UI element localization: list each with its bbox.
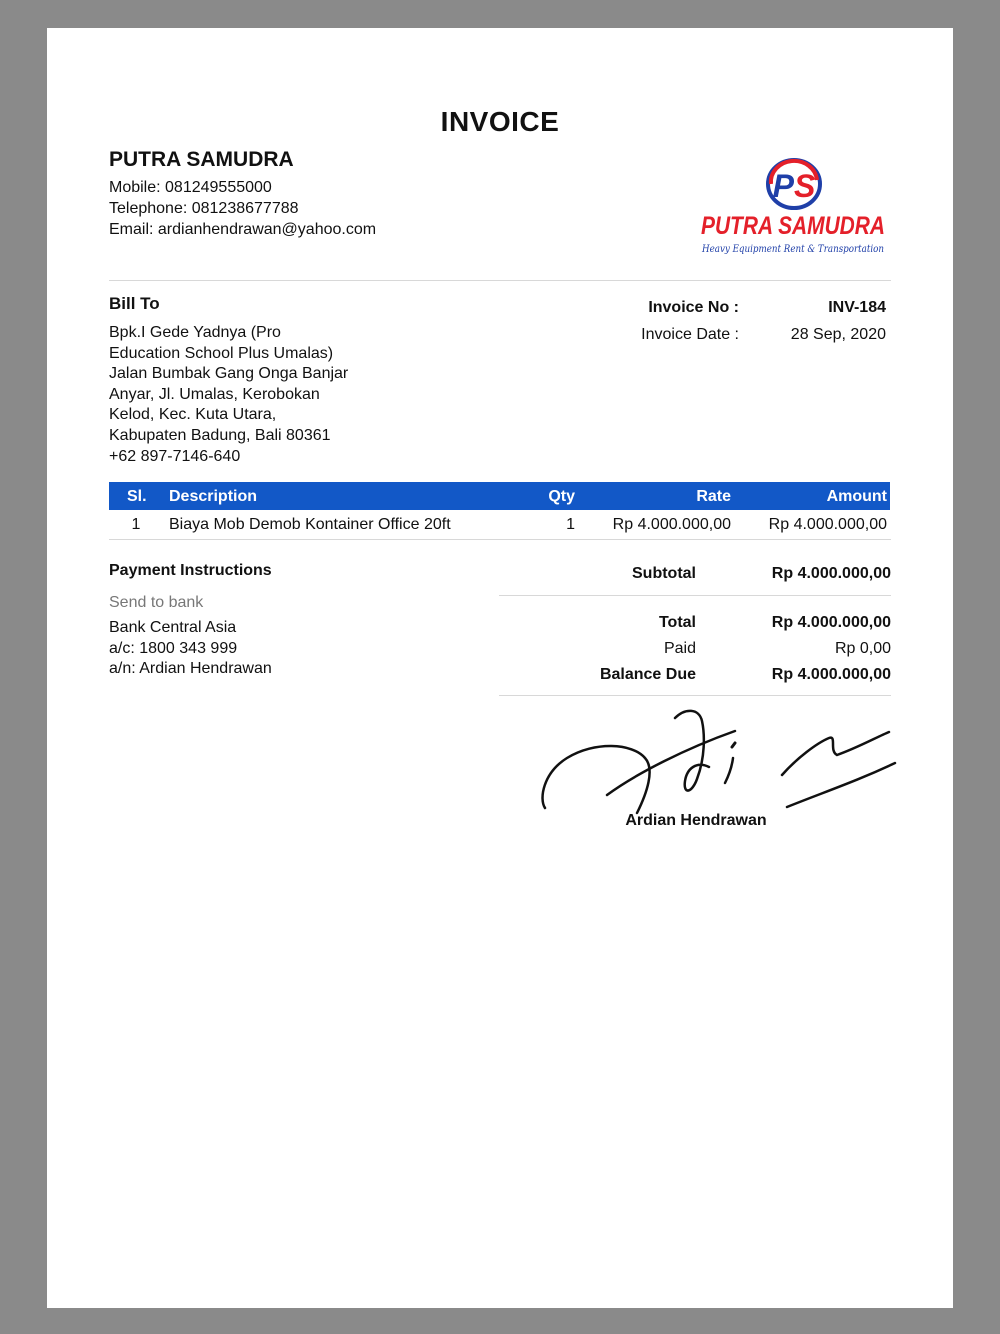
bill-to-address [109,323,348,467]
invoice-date-label: Invoice Date : [641,326,739,343]
subtotal-divider [499,595,891,596]
bill-to-phone: +62 897-7146-640 [109,447,241,465]
invoice-date: 28 Sep, 2020 [790,326,886,343]
column-header-description: Description [169,488,258,505]
column-header-rate: Rate [696,488,731,505]
item-qty: 1 [566,516,575,533]
bill-to-line: Education School Plus Umalas) [109,344,334,362]
signature-image [537,703,897,818]
svg-text:Heavy Equipment Rent & Transpo: Heavy Equipment Rent & Transportation [701,244,884,255]
bill-to-line: Bpk.I Gede Yadnya (Pro [109,324,281,341]
totals-divider [499,695,891,696]
svg-text:PS: PS [772,168,816,204]
bill-to-line: Kelod, Kec. Kuta Utara, [109,406,277,424]
items-table-header [109,482,890,510]
column-header-amount: Amount [826,488,887,505]
subtotal-value: Rp 4.000.000,00 [771,565,891,582]
bill-to-line: Anyar, Jl. Umalas, Kerobokan [109,385,320,403]
invoice-title: INVOICE [440,106,560,137]
balance-due-value: Rp 4.000.000,00 [771,666,891,683]
paid-value: Rp 0,00 [834,640,891,657]
company-logo [695,154,891,262]
bank-name: Bank Central Asia [109,619,237,636]
item-amount: Rp 4.000.000,00 [768,516,887,533]
total-label: Total [658,614,696,631]
column-header-sl: Sl. [127,488,147,505]
svg-text:PUTRA SAMUDRA: PUTRA SAMUDRA [701,212,885,240]
item-rate: Rp 4.000.000,00 [612,516,731,533]
account-name: a/n: Ardian Hendrawan [109,660,272,678]
balance-due-label: Balance Due [599,666,696,683]
company-telephone: Telephone: 081238677788 [109,200,299,217]
total-value: Rp 4.000.000,00 [771,614,891,631]
invoice-page [47,28,953,1308]
table-row-divider [109,539,891,540]
bill-to-heading: Bill To [109,294,160,313]
item-description: Biaya Mob Demob Kontainer Office 20ft [169,516,451,533]
company-email: Email: ardianhendrawan@yahoo.com [109,221,377,238]
invoice-number-label: Invoice No : [648,299,739,316]
company-mobile: Mobile: 081249555000 [109,179,272,196]
paid-label: Paid [663,640,696,657]
payment-subheading: Send to bank [109,594,204,611]
payment-details [109,618,272,680]
item-sl: 1 [131,516,141,533]
bill-to-line: Jalan Bumbak Gang Onga Banjar [109,365,349,383]
company-name: PUTRA SAMUDRA [109,148,294,171]
payment-instructions-heading: Payment Instructions [109,562,272,579]
header-divider [109,280,891,281]
account-number: a/c: 1800 343 999 [109,639,238,657]
subtotal-label: Subtotal [632,565,696,582]
bill-to-line: Kabupaten Badung, Bali 80361 [109,426,331,444]
invoice-number: INV-184 [828,299,886,316]
column-header-qty: Qty [548,488,575,505]
signer-name: Ardian Hendrawan [625,812,767,829]
